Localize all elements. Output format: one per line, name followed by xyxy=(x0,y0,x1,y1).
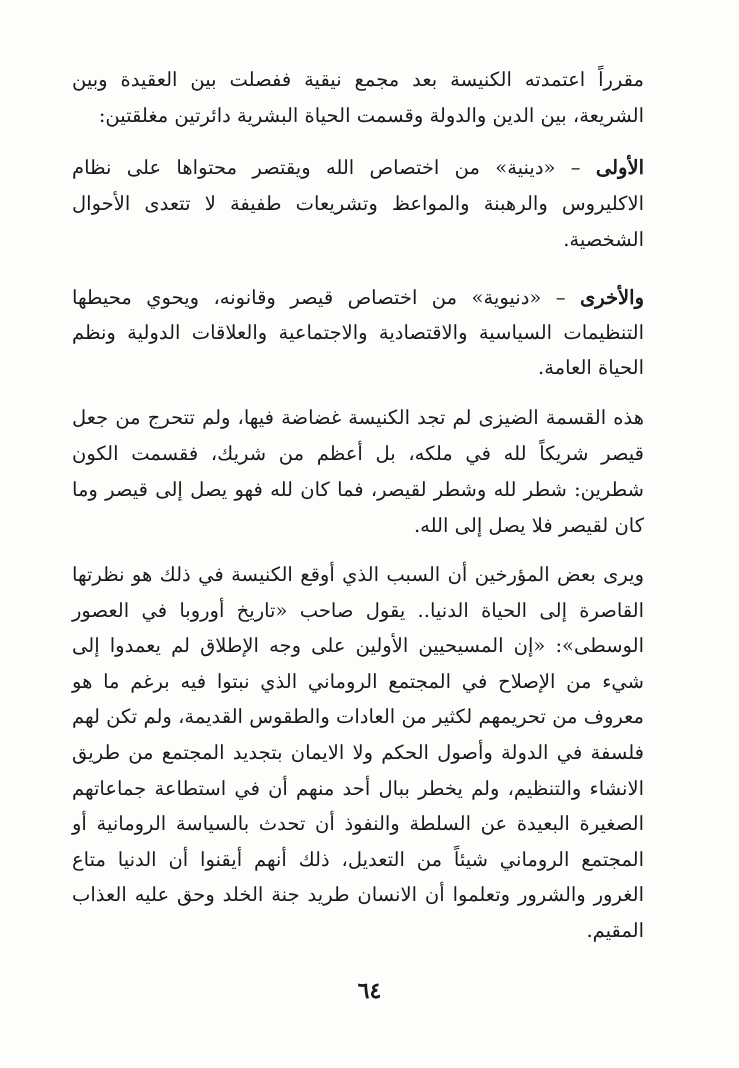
paragraph-second-circle xyxy=(72,280,644,385)
page-number: ٦٤ xyxy=(357,978,382,1004)
paragraph-church-division: مقرراً اعتمدته الكنيسة بعد مجمع نيقية ففصلت بين العقيدة وبين الشريعة، بين الدين والدولة وقسمت الحياة البشرية دائرتين مغلقتين: xyxy=(72,68,644,127)
paragraph-historians-view: ويرى بعض المؤرخين أن السبب الذي أوقع الكنيسة في ذلك هو نظرتها القاصرة إلى الحياة الدنيا.. يقول صاحب «تاريخ أوروبا في العصور الوسطى»: «إن المسيحيين الأولين على وجه الإطلاق لم يعمدوا إلى شيء من الإصلاح في المجتمع الروماني الذي نبتوا فيه برغم ما هو معروف من تحريمهم لكثير من العادات والطقوس القديمة، ولم تكن لهم فلسفة في الدولة وأصول الحكم ولا الايمان بتجديد المجتمع من طريق الانشاء والتنظيم، ولم يخطر ببال أحد منهم أن في استطاعة جماعاتهم الصغيرة البعيدة عن السلطة والنفوذ أن تحدث بالسياسة الرومانية أو المجتمع الروماني شيئاً من التعديل، ذلك أنهم أيقنوا أن الدنيا متاع الغرور والشرور وتعلموا أن الانسان طريد جنة الخلد وحق عليه العذاب المقيم. xyxy=(72,563,644,942)
first-circle-heading: الأولى xyxy=(595,156,644,179)
second-circle-text: – «دنيوية» من اختصاص قيصر وقانونه، ويحوي محيطها التنظيمات السياسية والاقتصادية والاجتماعية والعلاقات الدولية ونظم الحياة العامة. xyxy=(72,286,644,379)
paragraph-first-circle xyxy=(72,150,644,258)
paragraph-unjust-division: هذه القسمة الضيزى لم تجد الكنيسة غضاضة فيها، ولم تتحرج من جعل قيصر شريكاً لله في ملكه، بل أعظم من شريك، فقسمت الكون شطرين: شطر لله وشطر لقيصر، فما كان لله فهو يصل إلى قيصر وما كان لقيصر فلا يصل إلى الله. xyxy=(72,406,644,537)
first-circle-text: – «دينية» من اختصاص الله ويقتصر محتواها على نظام الاكليروس والرهبنة والمواعظ وتشريعات طفيفة لا تتعدى الأحوال الشخصية. xyxy=(72,156,644,251)
second-circle-heading: والأخرى xyxy=(579,286,644,309)
